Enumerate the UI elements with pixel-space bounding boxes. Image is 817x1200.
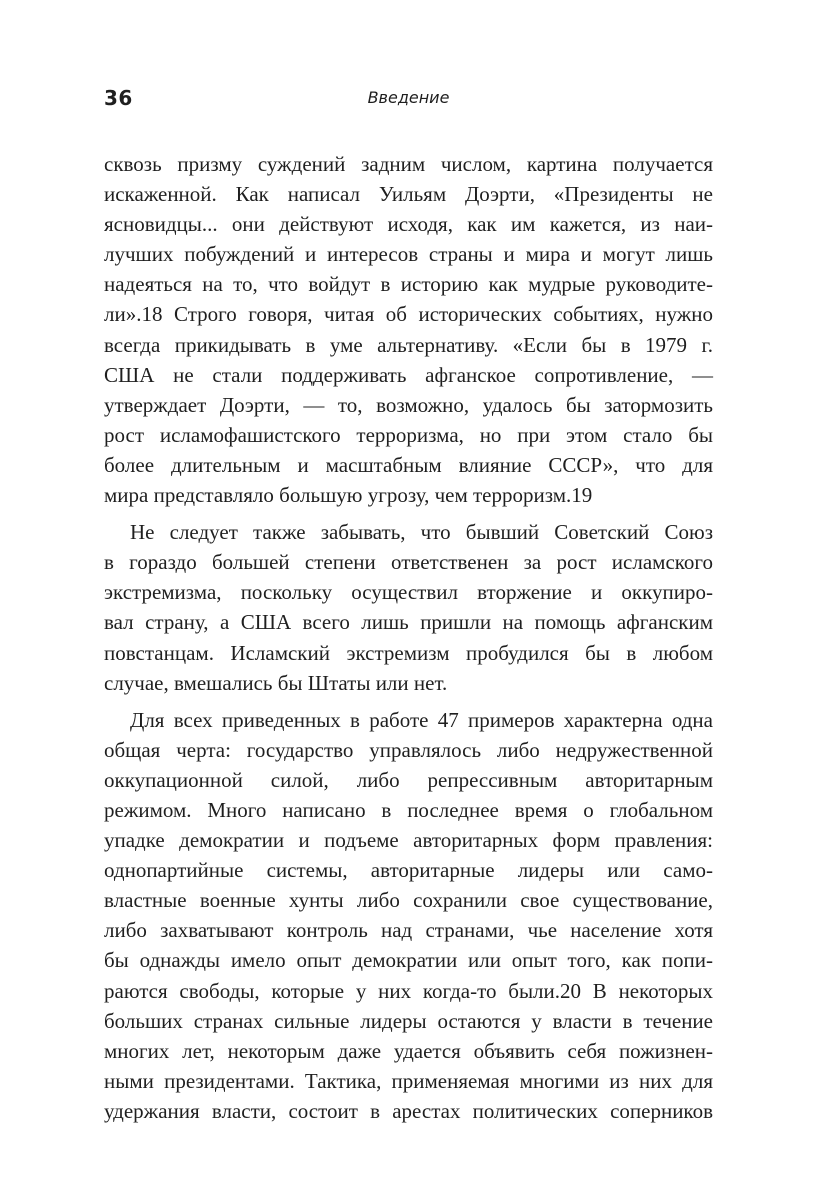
paragraph-spacer — [104, 698, 713, 705]
text-line: Не следует также забывать, что бывший Советский Союз — [130, 520, 713, 545]
text-line: искаженной. Как написал Уильям Доэрти, «Президенты не — [104, 182, 713, 207]
running-title: Введение — [367, 88, 450, 107]
text-line: раются свободы, которые у них когда-то были.20 В некоторых — [104, 978, 713, 1003]
text-line: сквозь призму суждений задним числом, картина получается — [104, 152, 713, 176]
text-line: Для всех приведенных в работе 47 примеров характерна одна — [130, 707, 713, 732]
text-line: бы однажды имело опыт демократии или опыт того, как попи- — [104, 948, 713, 973]
body-text — [104, 149, 713, 1126]
paragraph-1 — [104, 149, 713, 510]
text-line: режимом. Много написано в последнее время о глобальном — [104, 797, 713, 822]
text-line: удержания власти, состоит в арестах политических соперников — [104, 1098, 713, 1123]
text-line: всегда прикидывать в уме альтернативу. «Если бы в 1979 г. — [104, 332, 713, 357]
paragraph-3 — [104, 705, 713, 1126]
text-line: повстанцам. Исламский экстремизм пробудился бы в любом — [104, 640, 713, 665]
text-line: в гораздо большей степени ответственен за рост исламского — [104, 550, 713, 575]
paragraph-2 — [104, 517, 713, 698]
text-line: вал страну, а США всего лишь пришли на помощь афганским — [104, 610, 713, 635]
text-line: властные военные хунты либо сохранили свое существование, — [104, 888, 713, 913]
text-line: общая черта: государство управлялось либо недружественной — [104, 737, 713, 762]
text-line: ясновидцы... они действуют исходя, как им кажется, из наи- — [104, 212, 713, 237]
text-line: однопартийные системы, авторитарные лидеры или само- — [104, 858, 713, 883]
text-line: лучших побуждений и интересов страны и мира и могут лишь — [104, 242, 713, 267]
text-line: ли».18 Строго говоря, читая об исторических событиях, нужно — [104, 302, 713, 327]
text-line: США не стали поддерживать афганское сопротивление, — — [104, 362, 713, 387]
text-line: более длительным и масштабным влияние СССР», что для — [104, 452, 713, 477]
text-line: утверждает Доэрти, — то, возможно, удалось бы затормозить — [104, 392, 713, 417]
text-line: мира представляло большую угрозу, чем терроризм.19 — [104, 483, 593, 508]
text-line: упадке демократии и подъеме авторитарных форм правления: — [104, 828, 713, 853]
text-line: больших странах сильные лидеры остаются у власти в течение — [104, 1008, 713, 1033]
text-line: ными президентами. Тактика, применяемая многими из них для — [104, 1068, 713, 1093]
text-line: многих лет, некоторым даже удается объявить себя пожизнен- — [104, 1038, 713, 1063]
text-line: надеяться на то, что войдут в историю как мудрые руководите- — [104, 272, 713, 297]
page-number: 36 — [104, 86, 133, 110]
text-line: либо захватывают контроль над странами, чье население хотя — [104, 918, 713, 943]
text-line: случае, вмешались бы Штаты или нет. — [104, 670, 448, 695]
paragraph-spacer — [104, 510, 713, 517]
text-line: рост исламофашистского терроризма, но при этом стало бы — [104, 422, 713, 447]
text-line: экстремизма, поскольку осуществил вторжение и оккупиро- — [104, 580, 713, 605]
text-line: оккупационной силой, либо репрессивным авторитарным — [104, 767, 713, 792]
